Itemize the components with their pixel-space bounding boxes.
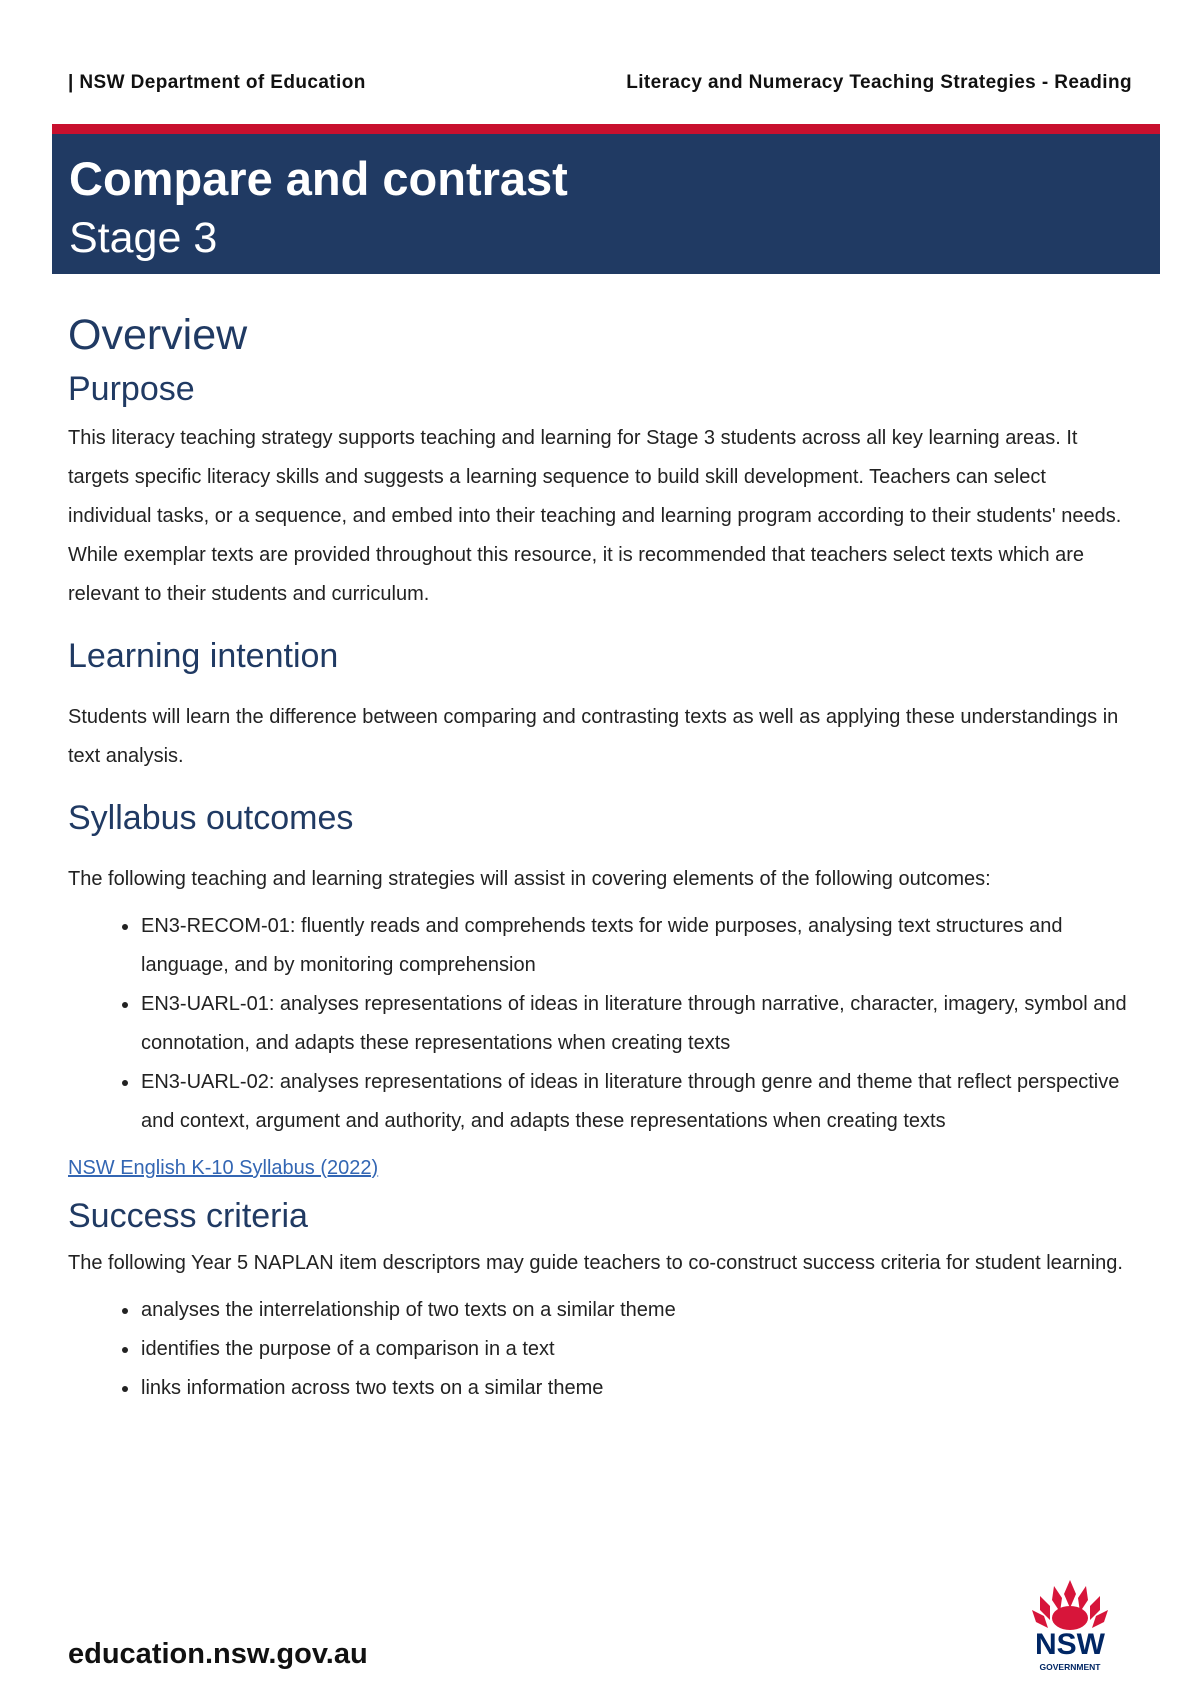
- success-criteria-heading: Success criteria: [68, 1197, 308, 1235]
- main-content: [68, 305, 1132, 1408]
- syllabus-link[interactable]: NSW English K-10 Syllabus (2022): [68, 1157, 379, 1179]
- page-header: [68, 68, 1132, 98]
- criteria-item: • analyses the interrelationship of two texts on a similar theme: [140, 1291, 1132, 1330]
- syllabus-outcomes-heading: Syllabus outcomes: [68, 799, 354, 837]
- learning-intention-heading: Learning intention: [68, 637, 339, 675]
- title-banner: [52, 124, 1160, 274]
- purpose-heading: Purpose: [68, 370, 195, 408]
- purpose-paragraph: This literacy teaching strategy supports teaching and learning for Stage 3 students across all key learning areas. It targets specific literacy skills and suggests a learning sequence to build skill development. Teachers can select individual tasks, or a sequence, and embed into their teaching and learning program according to their students' needs. While exemplar texts are provided throughout this resource, it is recommended that teachers select texts which are relevant to their students and curriculum.: [68, 427, 1122, 605]
- outcome-item: • EN3-UARL-01: analyses representations of ideas in literature through narrative, character, imagery, symbol and connotation, and adapts these representations when creating texts: [140, 985, 1132, 1063]
- success-intro-paragraph: The following Year 5 NAPLAN item descriptors may guide teachers to co-construct success criteria for student learning.: [68, 1252, 1123, 1274]
- outcomes-list: [68, 907, 1132, 1141]
- overview-heading: Overview: [68, 311, 248, 359]
- criteria-item: • links information across two texts on a similar theme: [140, 1369, 1132, 1408]
- logo-government-text: GOVERNMENT: [1039, 1662, 1101, 1672]
- outcome-item: • EN3-UARL-02: analyses representations of ideas in literature through genre and theme that reflect perspective and context, argument and authority, and adapts these representations when creating texts: [140, 1063, 1132, 1141]
- nsw-government-logo-icon: [1018, 1578, 1123, 1682]
- learning-intention-paragraph: Students will learn the difference between comparing and contrasting texts as well as applying these understandings in text analysis.: [68, 706, 1119, 767]
- logo-nsw-text: NSW: [1035, 1628, 1105, 1661]
- page-title: Compare and contrast: [69, 152, 568, 205]
- header-department: | NSW Department of Education: [68, 72, 366, 93]
- outcome-item: • EN3-RECOM-01: fluently reads and comprehends texts for wide purposes, analysing text structures and language, and by monitoring comprehension: [140, 907, 1132, 985]
- page-subtitle: Stage 3: [69, 214, 218, 262]
- footer-website: education.nsw.gov.au: [68, 1638, 368, 1670]
- criteria-item: • identifies the purpose of a comparison in a text: [140, 1330, 1132, 1369]
- syllabus-intro-paragraph: The following teaching and learning strategies will assist in covering elements of the following outcomes:: [68, 868, 991, 890]
- header-document-series: Literacy and Numeracy Teaching Strategies - Reading: [626, 72, 1132, 93]
- waratah-flower-icon: [1032, 1580, 1108, 1630]
- criteria-list: [68, 1291, 1132, 1408]
